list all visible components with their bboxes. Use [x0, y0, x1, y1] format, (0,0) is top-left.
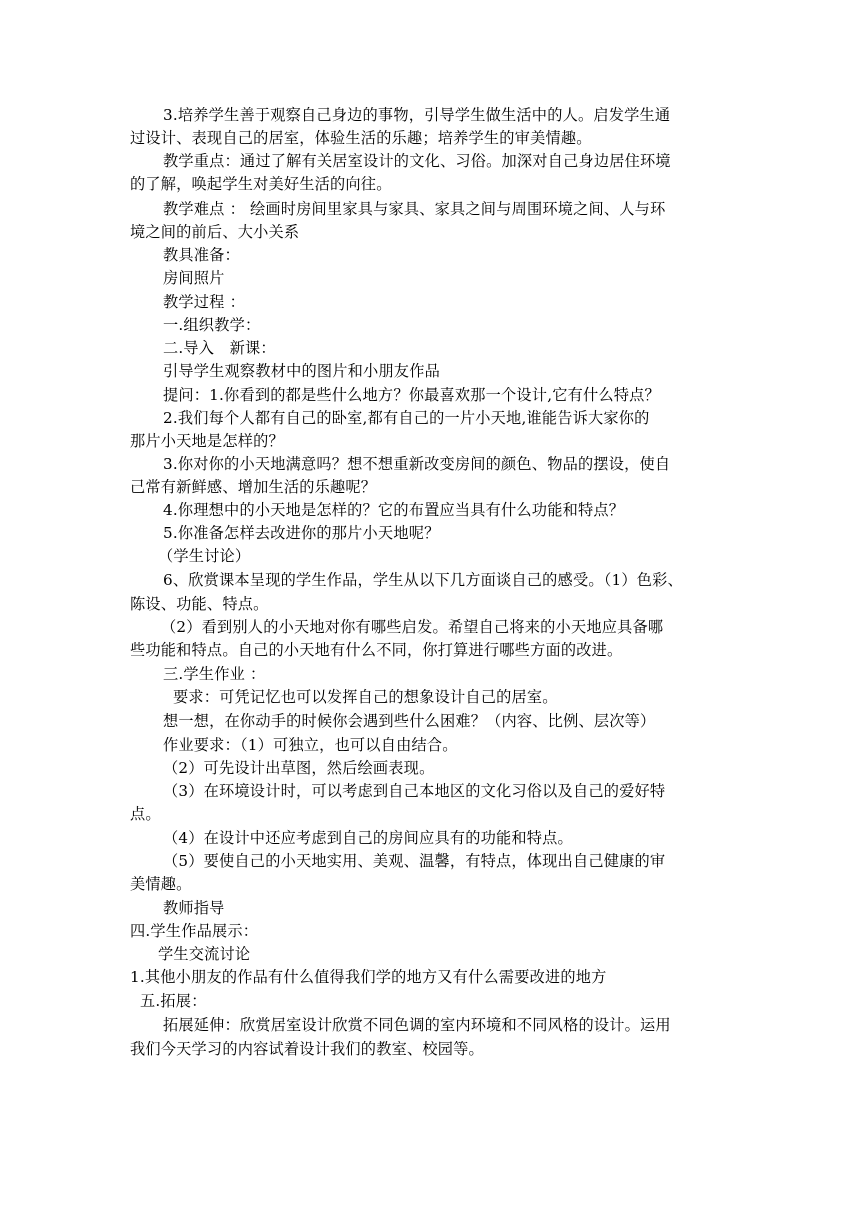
text-line: 陈设、功能、特点。	[130, 595, 269, 613]
text-line: （2）可先设计出草图，然后绘画表现。	[163, 759, 435, 777]
text-line: 点。	[130, 805, 161, 823]
text-line: 3.你对你的小天地满意吗？想不想重新改变房间的颜色、物品的摆设，使自	[163, 455, 671, 473]
text-line: 教学难点 ： 绘画时房间里家具与家具、家具之间与周围环境之间、人与环	[163, 200, 666, 218]
text-line: 那片小天地是怎样的？	[130, 432, 284, 450]
text-line: 教具准备：	[163, 246, 240, 264]
text-line: 提问：1.你看到的都是些什么地方？你最喜欢那一个设计,它有什么特点？	[163, 386, 660, 404]
text-line: 教师指导	[163, 899, 225, 917]
text-line: 学生交流讨论	[158, 945, 251, 963]
text-line: 拓展延伸：欣赏居室设计欣赏不同色调的室内环境和不同风格的设计。运用	[163, 1016, 671, 1034]
text-line: 引导学生观察教材中的图片和小朋友作品	[163, 362, 440, 380]
text-line: 三.学生作业 ：	[163, 665, 266, 683]
text-line: （5）要使自己的小天地实用、美观、温馨，有特点，体现出自己健康的审	[163, 852, 666, 870]
text-line: 教学过程 ：	[163, 293, 245, 311]
text-line: 境之间的前后、大小关系	[130, 223, 300, 241]
text-line: 美情趣。	[130, 875, 192, 893]
text-line: 1.其他小朋友的作品有什么值得我们学的地方又有什么需要改进的地方	[130, 968, 607, 986]
text-line: 一.组织教学：	[163, 316, 261, 334]
text-line: 想一想，在你动手的时候你会遇到些什么困难？（内容、比例、层次等）	[163, 712, 656, 730]
text-line: 的了解，唤起学生对美好生活的向往。	[130, 175, 392, 193]
text-line: （4）在设计中还应考虑到自己的房间应具有的功能和特点。	[163, 829, 573, 847]
text-line: 己常有新鲜感、增加生活的乐趣呢？	[130, 478, 377, 496]
text-line: 我们今天学习的内容试着设计我们的教室、校园等。	[130, 1040, 484, 1058]
text-line: 2.我们每个人都有自己的卧室,都有自己的一片小天地,谁能告诉大家你的	[163, 409, 650, 427]
text-line: （2）看到别人的小天地对你有哪些启发。希望自己将来的小天地应具备哪	[161, 618, 664, 636]
text-line: 6、欣赏课本呈现的学生作品，学生从以下几方面谈自己的感受。（1）色彩、	[163, 571, 683, 589]
text-line: 4.你理想中的小天地是怎样的？它的布置应当具有什么功能和特点？	[163, 501, 625, 519]
text-line: 教学重点：通过了解有关居室设计的文化、习俗。加深对自己身边居住环境	[163, 152, 671, 170]
text-line: 房间照片	[163, 269, 225, 287]
text-line: 些功能和特点。自己的小天地有什么不同，你打算进行哪些方面的改进。	[130, 641, 623, 659]
text-line: （学生讨论）	[158, 547, 251, 565]
text-line: 3.培养学生善于观察自己身边的事物，引导学生做生活中的人。启发学生通	[163, 106, 671, 124]
text-line: 过设计、表现自己的居室，体验生活的乐趣；培养学生的审美情趣。	[130, 129, 592, 147]
text-line: （3）在环境设计时，可以考虑到自己本地区的文化习俗以及自己的爱好特	[163, 782, 666, 800]
text-line: 四.学生作品展示：	[130, 922, 259, 940]
text-line: 作业要求：（1）可独立，也可以自由结合。	[163, 736, 458, 754]
text-line: 二.导入 新课：	[163, 339, 276, 357]
text-line: 5.你准备怎样去改进你的那片小天地呢？	[163, 524, 440, 542]
text-line: 要求：可凭记忆也可以发挥自己的想象设计自己的居室。	[173, 688, 558, 706]
text-line: 五.拓展：	[140, 992, 207, 1010]
